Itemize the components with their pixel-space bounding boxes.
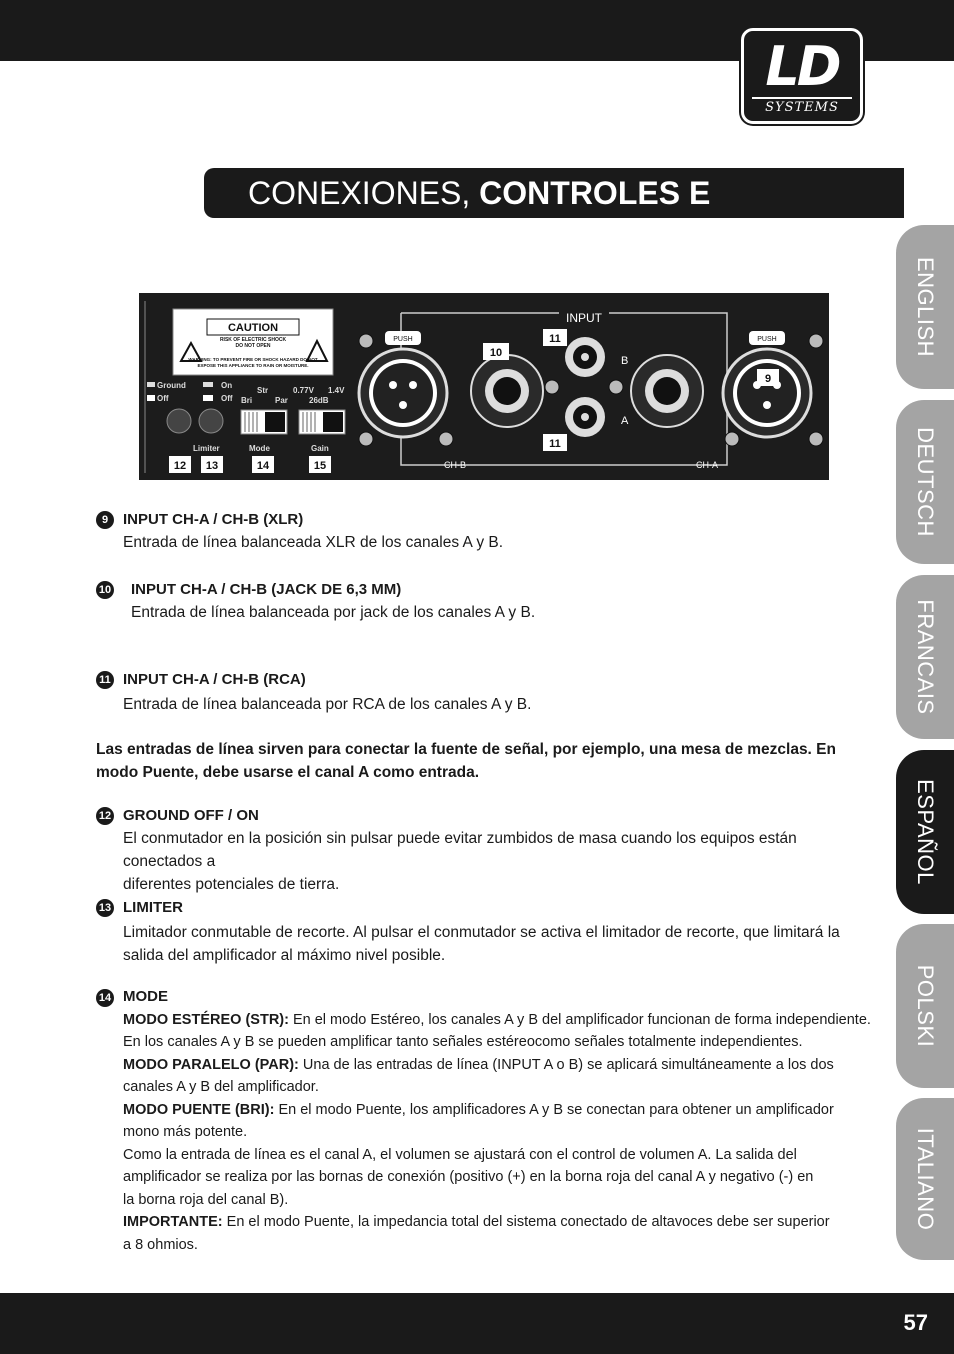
item-13-line1: Limitador conmutable de recorte. Al pulsar el conmutador se activa el limitador de recorte, que limitará la xyxy=(123,924,840,941)
important-label: IMPORTANTE: xyxy=(123,1214,223,1230)
rear-panel-svg xyxy=(139,293,829,480)
tab-francais-label: FRANCAIS xyxy=(913,599,938,715)
item-11-text: Entrada de línea balanceada por RCA de los canales A y B. xyxy=(123,696,532,713)
tab-english[interactable] xyxy=(896,225,954,389)
tab-espanol-label: ESPAÑOL xyxy=(913,779,938,885)
tab-francais[interactable] xyxy=(896,575,954,739)
tab-espanol[interactable] xyxy=(896,750,954,914)
ground-button xyxy=(167,409,191,433)
limiter-button xyxy=(199,409,223,433)
mode-bridge-label: MODO PUENTE (BRI): xyxy=(123,1101,275,1118)
callout-13: 13 xyxy=(205,460,219,472)
page-title xyxy=(204,168,904,261)
item-13 xyxy=(96,896,840,967)
item-14 xyxy=(96,986,871,1256)
mode-parallel-line2: canales A y B del amplificador. xyxy=(123,1079,319,1095)
callout-12: 12 xyxy=(173,460,187,472)
logo-sub: SYSTEMS xyxy=(752,97,852,117)
item-11-number: 11 xyxy=(96,671,114,689)
mode-bridge-line-b: amplificador se realiza por las bornas de conexión (positivo (+) en la borna roja del canal A y negativo (-) en xyxy=(123,1169,814,1185)
push-label-a: PUSH xyxy=(757,336,777,343)
item-12-number: 12 xyxy=(96,807,114,825)
item-10-text: Entrada de línea balanceada por jack de los canales A y B. xyxy=(131,604,536,621)
db26-label: 26dB xyxy=(309,396,329,405)
important-text: En el modo Puente, la impedancia total del sistema conectado de altavoces debe ser superior xyxy=(222,1214,830,1230)
item-11 xyxy=(96,668,531,716)
rca-a-label: A xyxy=(621,415,629,427)
item-14-heading: MODE xyxy=(123,988,168,1005)
callout-11-bottom: 11 xyxy=(549,438,561,450)
item-10 xyxy=(96,578,535,624)
item-9-number: 9 xyxy=(96,511,114,529)
callout-14: 14 xyxy=(256,460,270,472)
mode-stereo-label: MODO ESTÉREO (STR): xyxy=(123,1011,289,1028)
caution-title: CAUTION xyxy=(227,322,279,334)
mode-bridge-line2: mono más potente. xyxy=(123,1124,248,1140)
limiter-label: Limiter xyxy=(193,444,220,453)
item-13-heading: LIMITER xyxy=(123,899,183,916)
input-label: INPUT xyxy=(566,311,602,325)
important-line2: a 8 ohmios. xyxy=(123,1236,198,1253)
bottom-bar xyxy=(0,1293,954,1354)
mode-label: Mode xyxy=(249,444,270,453)
item-9 xyxy=(96,508,503,554)
tab-english-label: ENGLISH xyxy=(913,256,938,358)
inputs-note xyxy=(96,738,858,784)
callout-15: 15 xyxy=(313,460,327,472)
ld-systems-logo xyxy=(741,28,863,124)
item-12-line1: El conmutador en la posición sin pulsar puede evitar zumbidos de masa cuando los equipos están conectados a xyxy=(123,830,797,870)
item-10-number: 10 xyxy=(96,581,114,599)
item-13-line2: salida del amplificador al máximo nivel posible. xyxy=(123,947,446,964)
callout-10: 10 xyxy=(489,347,503,359)
mode-stereo-text: En el modo Estéreo, los canales A y B del amplificador funcionan de forma independiente. xyxy=(288,1011,871,1028)
str-label: Str xyxy=(257,386,269,395)
inputs-note-line1: Las entradas de línea sirven para conectar la fuente de señal, por ejemplo, una mesa de mezclas. En xyxy=(96,741,836,758)
item-9-text: Entrada de línea balanceada XLR de los canales A y B. xyxy=(123,534,504,551)
par-label: Par xyxy=(275,396,288,405)
v077-label: 0.77V xyxy=(293,386,314,395)
inputs-note-line2: modo Puente, debe usarse el canal A como entrada. xyxy=(96,764,480,781)
cha-label: CH-A xyxy=(696,460,718,470)
mode-parallel-label: MODO PARALELO (PAR): xyxy=(123,1056,299,1073)
push-label-b: PUSH xyxy=(393,336,413,343)
item-10-heading: INPUT CH-A / CH-B (JACK DE 6,3 MM) xyxy=(131,581,402,598)
tab-deutsch[interactable] xyxy=(896,400,954,564)
mode-bridge-line-a: Como la entrada de línea es el canal A, el volumen se ajustará con el control de volumen A. La salida del xyxy=(123,1146,797,1163)
item-12-line2: diferentes potenciales de tierra. xyxy=(123,876,340,893)
page-title-bold: CONTROLES E INDICADORES: xyxy=(248,175,711,261)
warning-line2: EXPOSE THIS APPLIANCE TO RAIN OR MOISTURE. xyxy=(197,363,309,368)
tab-italiano[interactable] xyxy=(896,1098,954,1260)
bri-label: Bri xyxy=(241,396,253,405)
item-14-number: 14 xyxy=(96,989,114,1007)
off-label-1: Off xyxy=(157,394,169,403)
item-12 xyxy=(96,804,858,896)
chb-label: CH-B xyxy=(444,460,466,470)
mode-bridge-text: En el modo Puente, los amplificadores A y B se conectan para obtener un amplificador xyxy=(274,1101,834,1118)
on-label: On xyxy=(221,381,233,390)
rear-panel-illustration xyxy=(139,293,829,480)
mode-stereo-line2: En los canales A y B se pueden amplificar tanto señales estéreocomo señales totalmente independientes. xyxy=(123,1034,803,1050)
item-13-number: 13 xyxy=(96,899,114,917)
callout-9: 9 xyxy=(764,373,772,385)
item-12-heading: GROUND OFF / ON xyxy=(123,807,259,824)
item-11-heading: INPUT CH-A / CH-B (RCA) xyxy=(123,671,306,688)
mode-bridge-line-c: la borna roja del canal B). xyxy=(123,1191,289,1208)
tab-deutsch-label: DEUTSCH xyxy=(913,427,938,537)
gain-label: Gain xyxy=(311,444,329,453)
off-label-2: Off xyxy=(221,394,233,403)
item-9-heading: INPUT CH-A / CH-B (XLR) xyxy=(123,511,304,528)
warning-line1: WARNING: TO PREVENT FIRE OR SHOCK HAZARD DO NOT xyxy=(188,357,318,362)
tab-polski[interactable] xyxy=(896,924,954,1088)
caution-sub1: RISK OF ELECTRIC SHOCK xyxy=(219,337,287,343)
tab-italiano-label: ITALIANO xyxy=(913,1127,938,1231)
callout-11-top: 11 xyxy=(549,333,561,345)
ground-label: Ground xyxy=(157,381,186,390)
rca-b-label: B xyxy=(621,355,629,367)
logo-main: LD xyxy=(765,35,839,98)
mode-parallel-text: Una de las entradas de línea (INPUT A o B) se aplicará simultáneamente a los dos xyxy=(298,1056,834,1073)
caution-sub2: DO NOT OPEN xyxy=(235,343,271,349)
page-title-light: CONEXIONES, xyxy=(248,175,480,211)
v14-label: 1.4V xyxy=(328,386,345,395)
page-number: 57 xyxy=(903,1310,928,1335)
tab-polski-label: POLSKI xyxy=(913,964,938,1048)
